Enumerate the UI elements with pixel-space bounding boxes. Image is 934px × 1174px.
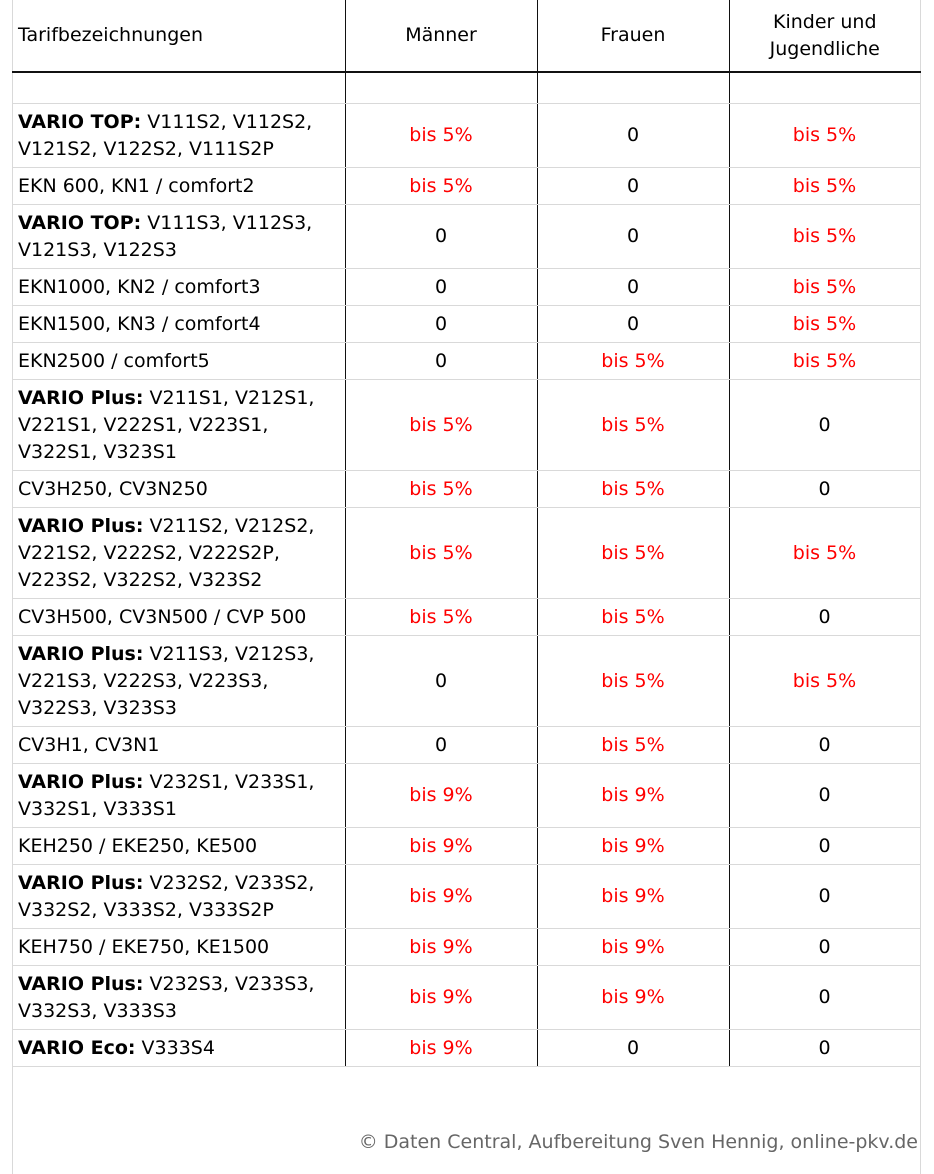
tariff-prefix: VARIO Plus: <box>18 972 144 995</box>
value-kids: 0 <box>729 764 920 828</box>
value-kids: bis 5% <box>729 508 920 599</box>
tariff-codes: V332S2, V333S2, V333S2P <box>18 898 274 921</box>
value-men: 0 <box>345 205 537 269</box>
value-men: bis 5% <box>345 599 537 636</box>
tariff-codes: CV3H500, CV3N500 / CVP 500 <box>18 605 307 628</box>
tariff-codes: V221S1, V222S1, V223S1, <box>18 413 269 436</box>
tariff-name <box>12 727 345 764</box>
value-men: 0 <box>345 306 537 343</box>
value-women: bis 5% <box>537 471 729 508</box>
table-row <box>12 471 920 508</box>
tariff-prefix: VARIO Plus: <box>18 871 144 894</box>
value-women: bis 5% <box>537 380 729 471</box>
table-row <box>12 865 920 929</box>
tariff-prefix: VARIO Plus: <box>18 514 144 537</box>
value-men: bis 9% <box>345 764 537 828</box>
tariff-codes: V211S2, V212S2, <box>143 514 315 537</box>
tariff-codes: V111S2, V112S2, <box>141 110 313 133</box>
tariff-table <box>12 0 921 1067</box>
value-women: 0 <box>537 205 729 269</box>
tariff-codes: V223S2, V322S2, V323S2 <box>18 568 263 591</box>
table-row <box>12 343 920 380</box>
tariff-codes: EKN1500, KN3 / comfort4 <box>18 312 261 335</box>
table-row <box>12 269 920 306</box>
value-women: 0 <box>537 168 729 205</box>
tariff-codes: V332S3, V333S3 <box>18 999 177 1022</box>
table-row <box>12 306 920 343</box>
value-men: bis 9% <box>345 1030 537 1067</box>
table-row <box>12 508 920 599</box>
value-women: 0 <box>537 269 729 306</box>
tariff-name <box>12 966 345 1030</box>
tariff-codes: V111S3, V112S3, <box>141 211 313 234</box>
value-kids: 0 <box>729 599 920 636</box>
header-tarif: Tarifbezeichnungen <box>12 0 345 72</box>
tariff-prefix: VARIO Eco: <box>18 1036 136 1059</box>
value-kids: 0 <box>729 966 920 1030</box>
value-kids: bis 5% <box>729 343 920 380</box>
tariff-name <box>12 636 345 727</box>
value-women: bis 9% <box>537 966 729 1030</box>
tariff-name <box>12 508 345 599</box>
value-women: bis 9% <box>537 865 729 929</box>
value-men: 0 <box>345 727 537 764</box>
tariff-name <box>12 471 345 508</box>
value-kids: bis 5% <box>729 306 920 343</box>
table-row <box>12 168 920 205</box>
tariff-codes: V232S1, V233S1, <box>143 770 315 793</box>
tariff-prefix: VARIO Plus: <box>18 386 144 409</box>
table-row <box>12 727 920 764</box>
tariff-codes: CV3H1, CV3N1 <box>18 733 160 756</box>
value-kids: 0 <box>729 727 920 764</box>
tariff-codes: V232S3, V233S3, <box>143 972 315 995</box>
tariff-codes: V211S3, V212S3, <box>143 642 315 665</box>
value-women: bis 5% <box>537 599 729 636</box>
value-men: bis 5% <box>345 168 537 205</box>
tariff-codes: V333S4 <box>135 1036 215 1059</box>
tariff-name <box>12 599 345 636</box>
tariff-name <box>12 828 345 865</box>
tariff-name <box>12 269 345 306</box>
header-women: Frauen <box>537 0 729 72</box>
table-row <box>12 764 920 828</box>
value-women: bis 9% <box>537 764 729 828</box>
value-women: 0 <box>537 306 729 343</box>
value-kids: 0 <box>729 1030 920 1067</box>
tariff-name <box>12 104 345 168</box>
tariff-prefix: VARIO Plus: <box>18 770 144 793</box>
value-men: 0 <box>345 343 537 380</box>
table-row <box>12 1030 920 1067</box>
table-row <box>12 599 920 636</box>
header-kids-line1: Kinder und <box>772 10 877 33</box>
tariff-name <box>12 865 345 929</box>
value-kids: bis 5% <box>729 168 920 205</box>
value-men: 0 <box>345 269 537 306</box>
tariff-codes: KEH250 / EKE250, KE500 <box>18 834 258 857</box>
header-kids-line2: Jugendliche <box>769 37 880 60</box>
value-men: bis 9% <box>345 929 537 966</box>
value-men: bis 5% <box>345 508 537 599</box>
value-kids: 0 <box>729 929 920 966</box>
tariff-prefix: VARIO TOP: <box>18 211 142 234</box>
value-women: bis 5% <box>537 343 729 380</box>
tariff-codes: V232S2, V233S2, <box>143 871 315 894</box>
table-row <box>12 205 920 269</box>
tariff-prefix: VARIO Plus: <box>18 642 144 665</box>
value-kids: 0 <box>729 828 920 865</box>
table-row <box>12 104 920 168</box>
value-women: bis 5% <box>537 508 729 599</box>
value-men: bis 9% <box>345 828 537 865</box>
value-women: bis 9% <box>537 929 729 966</box>
tariff-name <box>12 205 345 269</box>
tariff-name <box>12 343 345 380</box>
tariff-name <box>12 929 345 966</box>
table-row <box>12 929 920 966</box>
value-men: bis 5% <box>345 471 537 508</box>
tariff-name <box>12 1030 345 1067</box>
footer-credit: © Daten Central, Aufbereitung Sven Hennig, online-pkv.de <box>358 1131 918 1153</box>
value-kids: bis 5% <box>729 205 920 269</box>
tariff-name <box>12 306 345 343</box>
table-row <box>12 828 920 865</box>
tariff-codes: V221S3, V222S3, V223S3, <box>18 669 269 692</box>
tariff-codes: EKN1000, KN2 / comfort3 <box>18 275 261 298</box>
value-men: bis 5% <box>345 380 537 471</box>
value-men: 0 <box>345 636 537 727</box>
value-men: bis 9% <box>345 966 537 1030</box>
tariff-name <box>12 380 345 471</box>
tariff-codes: KEH750 / EKE750, KE1500 <box>18 935 270 958</box>
spacer-row <box>12 72 920 104</box>
value-women: bis 5% <box>537 727 729 764</box>
tariff-codes: V121S2, V122S2, V111S2P <box>18 137 274 160</box>
value-men: bis 9% <box>345 865 537 929</box>
tariff-name <box>12 764 345 828</box>
value-women: 0 <box>537 1030 729 1067</box>
tariff-codes: V221S2, V222S2, V222S2P, <box>18 541 280 564</box>
header-kids <box>729 0 920 72</box>
value-men: bis 5% <box>345 104 537 168</box>
tariff-codes: EKN2500 / comfort5 <box>18 349 210 372</box>
value-kids: 0 <box>729 471 920 508</box>
tariff-codes: V322S3, V323S3 <box>18 696 177 719</box>
value-kids: bis 5% <box>729 104 920 168</box>
header-row <box>12 0 920 72</box>
tariff-prefix: VARIO TOP: <box>18 110 142 133</box>
tariff-codes: V211S1, V212S1, <box>143 386 315 409</box>
tariff-codes: V121S3, V122S3 <box>18 238 177 261</box>
tariff-codes: EKN 600, KN1 / comfort2 <box>18 174 255 197</box>
tariff-name <box>12 168 345 205</box>
value-women: bis 9% <box>537 828 729 865</box>
value-kids: 0 <box>729 865 920 929</box>
table-row <box>12 636 920 727</box>
header-men: Männer <box>345 0 537 72</box>
tariff-codes: CV3H250, CV3N250 <box>18 477 208 500</box>
table-row <box>12 966 920 1030</box>
value-kids: bis 5% <box>729 269 920 306</box>
value-kids: bis 5% <box>729 636 920 727</box>
value-women: bis 5% <box>537 636 729 727</box>
value-women: 0 <box>537 104 729 168</box>
value-kids: 0 <box>729 380 920 471</box>
tariff-codes: V322S1, V323S1 <box>18 440 177 463</box>
table-row <box>12 380 920 471</box>
tariff-codes: V332S1, V333S1 <box>18 797 177 820</box>
